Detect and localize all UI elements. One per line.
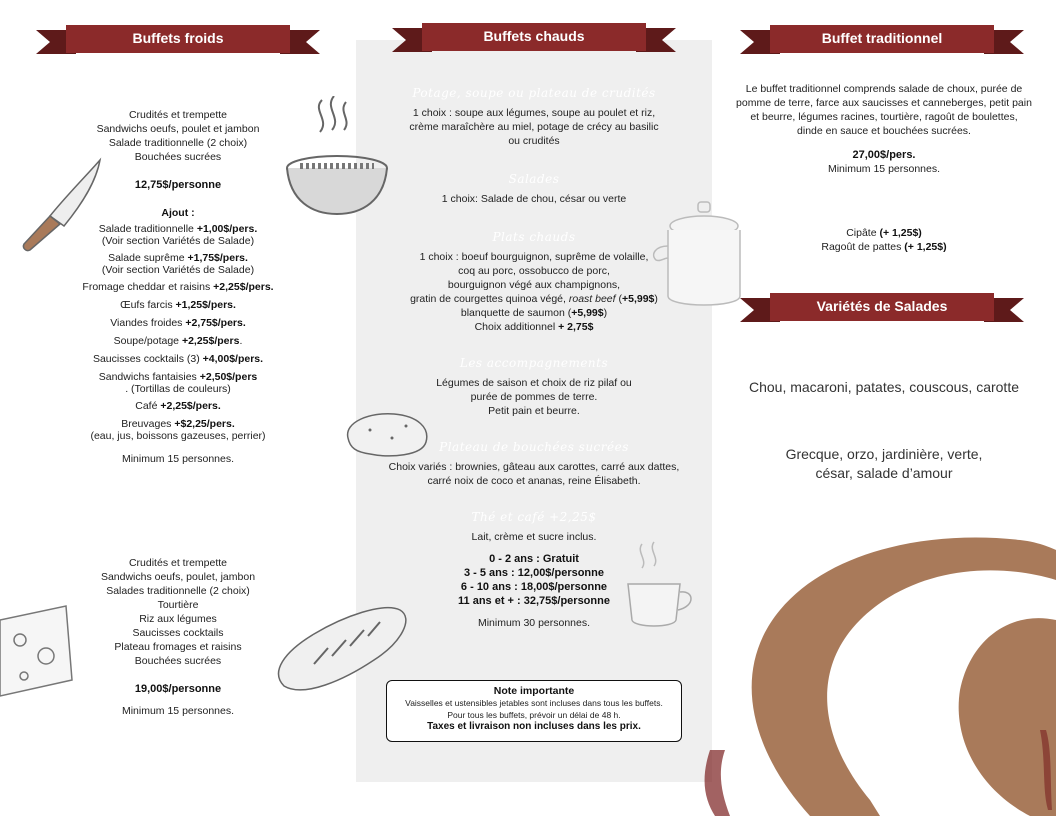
addon-label: Café <box>135 400 161 412</box>
addon-label: Salade traditionnelle <box>98 223 197 235</box>
text-line: purée de pommes de terre. <box>470 391 598 403</box>
ribbon-buffets-froids <box>36 22 320 60</box>
list-item: Tourtière <box>157 599 199 611</box>
text-line: Choix additionnel + 2,75$ <box>474 321 594 333</box>
text-line: Le buffet traditionnel comprends salade de choux, purée de <box>745 83 1023 95</box>
list-item: Crudités et trempette <box>128 109 228 121</box>
addon-price: +$2,25/pers. <box>174 418 235 430</box>
buffets-froids-column <box>0 108 356 466</box>
text-line: Lait, crème et sucre inclus. <box>471 531 597 543</box>
addon-label: Viandes froides <box>110 317 186 329</box>
addon-label: Fromage cheddar et raisins <box>82 281 214 293</box>
ribbon-buffet-traditionnel <box>740 22 1024 60</box>
list-item: Sandwichs oeufs, poulet et jambon <box>96 123 260 135</box>
addon-label: Soupe/potage <box>113 335 182 347</box>
age-price-line: 3 - 5 ans : 12,00$/personne <box>463 567 604 579</box>
addon-note: . (Tortillas de couleurs) <box>125 383 231 395</box>
list-item: Crudités et trempette <box>128 557 228 569</box>
brush-stroke-decoration <box>690 500 1056 816</box>
menu2-minimum: Minimum 15 personnes. <box>121 705 235 717</box>
addon-label: Saucisses cocktails (3) <box>92 353 203 365</box>
trad-price: 27,00$/pers. <box>852 149 916 161</box>
text-line: gratin de courgettes quinoa végé, roast beef (+5,99$) <box>410 293 658 305</box>
note-bold-line: Taxes et livraison non incluses dans les prix. <box>427 721 641 732</box>
age-prices <box>356 552 712 608</box>
text-line: crème maraîchère au miel, potage de crécy au basilic <box>409 121 659 133</box>
salad-list-2: Grecque, orzo, jardinière, verte, <box>785 446 983 462</box>
text-line: et beurre, légumes racines, tourtière, ragoût de boulettes, <box>750 111 1018 123</box>
ribbon-varietes-salades <box>740 290 1024 328</box>
addon-price: +1,00$/pers. <box>196 223 258 235</box>
extra-line: Cipâte (+ 1,25$) <box>846 227 922 239</box>
list-item: Sandwichs oeufs, poulet, jambon <box>100 571 256 583</box>
list-item: Salades traditionnelle (2 choix) <box>106 585 250 597</box>
subsection-title: Les accompagnements <box>459 356 609 370</box>
addon-label: Salade suprême <box>108 252 188 264</box>
addon-price: +2,50$/pers <box>199 371 258 383</box>
menu1-items <box>0 108 356 164</box>
subsection-title: Salades <box>508 172 560 186</box>
subsection-title: Thé et café +2,25$ <box>471 510 597 524</box>
important-note-box <box>386 680 682 742</box>
section-title: Buffets chauds <box>483 28 585 44</box>
addon-price: +2,75$/pers. <box>185 317 246 329</box>
text-line: pomme de terre, farce aux saucisses et canneberges, petit pain <box>736 97 1032 109</box>
menu2-price: 19,00$/personne <box>134 683 222 695</box>
salads-block <box>712 378 1056 483</box>
addon-label: Œufs farcis <box>120 299 176 311</box>
trad-minimum: Minimum 15 personnes. <box>827 163 941 175</box>
age-price-line: 11 ans et + : 32,75$/personne <box>458 595 610 607</box>
year-label: 2023 <box>750 782 773 793</box>
age-price-line: 6 - 10 ans : 18,00$/personne <box>460 581 608 593</box>
text-line: bourguignon végé aux champignons, <box>447 279 621 291</box>
addon-note: (Voir section Variétés de Salade) <box>101 264 255 276</box>
ajout-title: Ajout : <box>161 207 195 219</box>
addon-label: Sandwichs fantaisies <box>98 371 200 383</box>
addon-price: +1,75$/pers. <box>187 252 248 264</box>
addons-list <box>0 222 356 442</box>
list-item: Bouchées sucrées <box>134 655 222 667</box>
addon-note: . <box>239 335 243 347</box>
minimum-text: Minimum 30 personnes. <box>477 617 591 629</box>
menu2-block <box>0 556 356 718</box>
extra-line: Ragoût de pattes (+ 1,25$) <box>821 241 947 253</box>
text-line: coq au porc, ossobucco de porc, <box>458 265 610 277</box>
text-line: 1 choix : boeuf bourguignon, suprême de volaille, <box>419 251 649 263</box>
menu1-minimum: Minimum 15 personnes. <box>121 453 235 465</box>
list-item: Bouchées sucrées <box>134 151 222 163</box>
list-item: Plateau fromages et raisins <box>114 641 242 653</box>
buffet-traditionnel-column <box>712 82 1056 254</box>
age-price-line: 0 - 2 ans : Gratuit <box>489 553 579 565</box>
salad-list-1: Chou, macaroni, patates, couscous, carotte <box>748 379 1020 395</box>
text-line: ou crudités <box>508 135 560 147</box>
text-line: carré noix de coco et ananas, reine Élisabeth. <box>427 475 641 487</box>
addon-price: +2,25$/pers. <box>160 400 221 412</box>
text-line: blanquette de saumon (+5,99$) <box>460 307 608 319</box>
text-line: 1 choix : soupe aux légumes, soupe au poulet et riz, <box>412 107 656 119</box>
addon-price: +1,25$/pers. <box>175 299 236 311</box>
addon-price: +2,25$/pers <box>181 335 240 347</box>
note-line: Vaisselles et ustensibles jetables sont incluses dans tous les buffets. <box>405 698 663 708</box>
subsection-title: Plateau de bouchées sucrées <box>439 440 629 454</box>
menu1-price: 12,75$/personne <box>134 179 222 191</box>
subsection-title: Plats chauds <box>492 230 576 244</box>
text-line: dinde en sauce et bouchées sucrées. <box>797 125 971 137</box>
list-item: Salade traditionnelle (2 choix) <box>108 137 248 149</box>
note-title: Note importante <box>493 685 575 697</box>
subsection-title: Potage, soupe ou plateau de crudités <box>412 86 656 100</box>
salad-list-2-cont: césar, salade d’amour <box>815 465 953 481</box>
section-title: Buffet traditionnel <box>821 30 943 46</box>
addon-label: Breuvages <box>121 418 175 430</box>
text-line: Choix variés : brownies, gâteau aux carottes, carré aux dattes, <box>388 461 680 473</box>
text-line: 1 choix: Salade de chou, césar ou verte <box>441 193 627 205</box>
section-title: Variétés de Salades <box>816 298 948 314</box>
list-item: Saucisses cocktails <box>132 627 224 639</box>
ribbon-buffets-chauds <box>392 20 676 58</box>
section-title: Buffets froids <box>132 30 224 46</box>
addon-note: (eau, jus, boissons gazeuses, perrier) <box>90 430 266 442</box>
text-line: Légumes de saison et choix de riz pilaf ou <box>436 377 632 389</box>
addon-price: +2,25$/pers. <box>213 281 274 293</box>
addon-price: +4,00$/pers. <box>202 353 264 365</box>
text-line: Petit pain et beurre. <box>488 405 580 417</box>
buffets-chauds-column <box>356 86 712 630</box>
list-item: Riz aux légumes <box>139 613 217 625</box>
note-line: Pour tous les buffets, prévoir un délai de 48 h. <box>447 710 621 720</box>
addon-note: (Voir section Variétés de Salade) <box>101 235 255 247</box>
